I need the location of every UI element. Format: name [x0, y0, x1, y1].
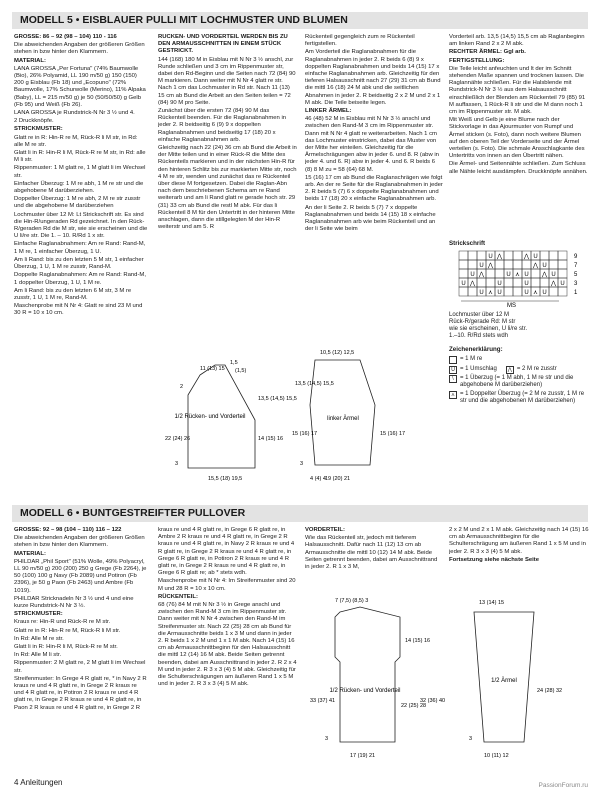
legend-title: Zeichenerklärung: [449, 346, 503, 353]
modell6-column-2 [158, 527, 298, 772]
section-heading: STRICKMUSTER: [14, 126, 63, 133]
chart-symbol: U [533, 254, 538, 260]
chart-cell [477, 278, 486, 287]
modell6-body-schematic [305, 592, 445, 772]
chart-row-9: 9 [574, 254, 578, 260]
sleeve-outline [474, 612, 534, 742]
dim-sleeve-bottom: 19 (20) 21 [325, 476, 351, 482]
chart-symbol: ⋀ [479, 272, 484, 278]
paragraph: Glatt li in R: Hin-R li M, Rück-R re M str. [14, 644, 118, 651]
chart-symbol: ⋀ [488, 263, 493, 269]
chart-cell [531, 269, 540, 278]
knitting-chart-area [449, 240, 589, 500]
chart-symbol: ⋀ [524, 254, 529, 260]
dim-raglan: 13,5 (14,5) 15,5 [258, 396, 297, 402]
chart-cell [459, 251, 468, 260]
chart-cell [531, 278, 540, 287]
chart-symbol: U [542, 263, 547, 269]
chart-cell [549, 251, 558, 260]
chart-symbol: ⋏ [515, 272, 520, 278]
section-heading: RÜCKEN- UND VORDERTEIL WERDEN BIS ZU DEN ARMAUSSCHNITTEN IN EINEM STÜCK GESTRICKT. [158, 34, 288, 55]
legend-symbol: \ [449, 375, 457, 383]
body-label: 1/2 Rücken- und Vorderteil [329, 688, 401, 694]
chart-symbol: U [479, 290, 484, 296]
dim-bottom: 17 (19) 21 [350, 753, 376, 759]
section-heading: RECHTER ÄRMEL: Ggl arb. [449, 49, 526, 56]
paragraph: Streifenmuster: In Grege 4 R glatt re, * in Navy 2 R kraus re und 4 R glatt re, in Grege 2 R kraus re und 4 R glatt re, in Potiron 2 R kraus re und 4 R glatt re, in Grege 2 R kraus re und 4 R glatt re, in Paon 2 R kraus re und 4 R glatt re, in Grege 2 R [14, 675, 147, 711]
legend-text: = 1 Umschlag [460, 365, 497, 372]
modell5-schematic [160, 340, 446, 490]
page-number: 4 [14, 778, 19, 787]
dim-sleeve-height: 15 (16) 17 [292, 431, 318, 437]
paragraph: Rückenteil gegengleich zum re Rückenteil fertigstellen. [305, 34, 415, 48]
chart-cell [468, 287, 477, 296]
chart-cell [558, 251, 567, 260]
chart-symbol: ⋏ [533, 290, 538, 296]
chart-symbol: U [497, 281, 502, 287]
dim-sleeve-height-2: 15 (16) 17 [380, 431, 406, 437]
chart-cell [504, 287, 513, 296]
chart-ms-label: MS [507, 303, 516, 309]
sleeve-label: 1/2 Ärmel [491, 678, 517, 684]
modell5-column-4 [449, 34, 589, 234]
dim-sleeve-side: 4 (4) 4 [310, 476, 326, 482]
dim-sleeve-top: 10,5 (12) 12,5 [320, 350, 355, 356]
paragraph: Doppelter Überzug: 1 M re abh, 2 M re str zusstr und die abgehobene M darüberziehen [14, 196, 141, 210]
section-heading: FERTIGSTELLUNG: [449, 57, 505, 64]
chart-cell [504, 278, 513, 287]
dim-side-height: 14 (15) 16 [258, 436, 284, 442]
dim-top-3: (1,5) [235, 368, 247, 374]
dim-sleeve-raglan: 13,5 (14,5) 15,5 [295, 381, 334, 387]
chart-symbol: U [470, 272, 475, 278]
chart-cell [540, 278, 549, 287]
chart-row-1: 1 [574, 290, 578, 296]
chart-cell [513, 278, 522, 287]
chart-grid [459, 251, 567, 296]
paragraph: Lochmuster über 12 M: Lt Strickschrift str. Es sind die Hin-R/ungeraden Rd gezeichnet. In den Rück-R/geraden Rd die M str, wie sie erscheinen und die U li/re str. Die 1. – 10. R/Rd 1 x str. [14, 211, 148, 240]
paragraph: Glatt li in R: Hin-R li M, Rück-R re M str, in Rd: alle M li str. [14, 150, 146, 164]
dim-body-height: 22 (24) 26 [165, 436, 191, 442]
section-heading: GRÖSSE: 92 – 98 (104 – 110) 116 – 122 [14, 527, 122, 533]
dim-sleeve-bottom: 10 (11) 12 [484, 753, 509, 759]
chart-symbol: U [497, 290, 502, 296]
modell6-sleeve-schematic [449, 592, 589, 772]
chart-symbol: U [560, 281, 565, 287]
legend-symbol: ⋏ [449, 391, 457, 399]
paragraph: 2 Druckknöpfe. [14, 118, 54, 125]
paragraph: Kraus re: Hin-R und Rück-R re M str. [14, 619, 111, 626]
paragraph: Einfache Raglanabnahmen: Am re Rand: Rand-M, 1 M re, 1 einfacher Überzug, 1 U. [14, 241, 146, 255]
chart-symbol: U [479, 263, 484, 269]
dim-sleeve-rib: 3 [469, 736, 473, 742]
paragraph: An der li Seite 2. R beids 5 (7) 7 x doppelte Raglanabnahmen und beids 14 (15) 18 x einfache Raglanabnahmen arb wie beim Rückenteil und an der li Seite wie beim [305, 204, 436, 233]
dim-h2: 22 (25) 28 [401, 703, 427, 709]
chart-symbol: U [551, 272, 556, 278]
chart-cell [459, 287, 468, 296]
section-heading: MATERIAL: [14, 550, 46, 557]
paragraph: Gleichzeitig nach 22 (24) 36 cm ab Bund die Arbeit in der Mitte teilen und in einer Rück-R die Mitte des Rückenteils markieren und in der nächsten Hin-R für den hinteren Schlitz bis zur markierten Mitte str, noch 4 M re str, wenden und zunächst das re Rückenteil über diese M fortgesetzen. Dabei die Raglan-Abn nach dem beschriebenen Schema am re Rand weiterarb und am li Rand glatt re gerade hoch str. 29 (31) 33 cm ab Bund die restl M abk. Für das li Rückenteil 8 M für den Untertritt in der hinteren Mitte anschlagen, dann die stillgelegten M der Hin-R weiterstr und am 5. R [158, 145, 297, 231]
body-piece-label: 1/2 Rücken- und Vorderteil [174, 414, 246, 420]
chart-cell [504, 260, 513, 269]
paragraph: Die Ärmel- und Seitennähte schließen. Zum Schluss alle Nähte leicht ausdämpfen. Druckknöpfe annähen. [449, 161, 588, 175]
paragraph: 15 (16) 17 cm ab Bund die Raglanschrägen wie folgt arb. An der re Seite für die Raglanabnahmen in jeder 2. R beids 5 (7) 6 x doppelte Raglanabnahmen und beids 17 (18) 20 x einfache Raglanabnahmen arb. [305, 174, 443, 203]
chart-cell [522, 260, 531, 269]
chart-symbol: ⋀ [533, 263, 538, 269]
chart-symbol: U [461, 281, 466, 287]
modell6-column-4 [449, 527, 589, 587]
dim-top: 7 (7,5) (8,5) 3 [335, 598, 369, 604]
chart-cell [495, 269, 504, 278]
paragraph: Wie das Rückenteil str, jedoch mit tieferem Halsausschnitt. Dafür nach 11 (12) 13 cm ab Armausschnitte die mittl 10 (12) 14 M abk. Beide Seiten getrennt beenden, dabei am Ausschnittrand in jeder 2. R 1 x 3 M, [305, 535, 438, 571]
legend-list [449, 356, 589, 405]
section-heading: LINKER ÄRMEL: [305, 108, 352, 115]
chart-cell [459, 260, 468, 269]
chart-cell [486, 278, 495, 287]
chart-cell [495, 260, 504, 269]
chart-symbol: U [524, 290, 529, 296]
chart-cell [513, 260, 522, 269]
legend-text: = 1 Doppelter Überzug (= 2 M re zusstr, 1 M re str und die abgehobenen M darüberziehen) [460, 390, 585, 404]
chart-title: Strickschrift [449, 240, 486, 247]
dim-h3: 32 (36) 40 [420, 698, 445, 704]
chart-symbol: U [524, 272, 529, 278]
paragraph: Maschenprobe mit N Nr 4: Glatt re sind 23 M und 30 R = 10 x 10 cm. [14, 303, 143, 317]
paragraph: Die abweichenden Angaben der größeren Größen stehen in bzw hinter den Klammern. [14, 535, 145, 549]
chart-cell [558, 269, 567, 278]
chart-row-7: 7 [574, 263, 578, 269]
paragraph: Am li Rand: bis zu den letzten 6 M str, 3 M re zusstr, 1 U, 1 M re, Rand-M. [14, 287, 132, 301]
paragraph: Rippenmuster: 1 M glatt re, 1 M glatt li im Wechsel str. [14, 165, 146, 179]
legend-symbol [449, 356, 457, 364]
sleeve-piece-label: linker Ärmel [327, 416, 359, 422]
dim-sleeve-height: 24 (28) 32 [537, 688, 563, 694]
section-heading: VORDERTEIL: [305, 527, 345, 533]
legend-text: = 1 M re [460, 356, 483, 362]
modell5-column-1 [14, 34, 148, 424]
paragraph: Vorderteil arb. 13,5 (14,5) 15,5 cm ab Raglanbeginn am linken Rand 2 x 2 M abk. [449, 34, 585, 48]
chart-row-3: 3 [574, 281, 578, 287]
paragraph: Am Vorderteil die Raglanabnahmen für die Raglanabnahmen in jeder 2. R beids 6 (8) 9 x doppelten Raglanabnahmen und beids 14 (15) 17 x einfache Raglanabnahmen arb. Gleichzeitig für den tieferen Halsausschnitt nach 27 (29) 31 cm ab Bund die mittl 16 (18) 24 M abk und die seitlichen Abnahmen in jeder 2. R beidseitig 2 x 2 M und 2 x 1 M abk. Die Teile beiseite legen. [305, 49, 441, 106]
watermark: PassionForum.ru [538, 782, 588, 789]
chart-cell [486, 269, 495, 278]
dim-rib: 3 [175, 461, 179, 467]
knitting-chart-svg [449, 247, 589, 309]
chart-cell [513, 251, 522, 260]
legend-symbol: ⋀ [507, 366, 512, 373]
chart-symbol: U [506, 272, 511, 278]
chart-symbol: ⋀ [551, 281, 556, 287]
footer-section: Anleitungen [20, 778, 63, 787]
legend-symbol: U [449, 366, 457, 374]
section-heading: STRICKMUSTER: [14, 611, 63, 618]
modell6-column-1 [14, 527, 148, 772]
paragraph: 68 (76) 84 M mit N Nr 3 ½ in Grege anschl und zwischen den Rand-M 3 cm im Rippenmuster str. Dann weiter mit N Nr 4 zwischen den Rand-M im Streifenmuster str. Nach 22 (25) 28 cm ab Bund für die Armausschnitte beids 1 x 3 M und dann in jeder 2. R beids 1 x 2 M und 1 x 1 M abk. Nach 14 (15) 16 cm ab Armausschnittbeginn für den Halsausschnitt die mittl 12 (14) 16 M abk. Beide Seiten getrennt beenden, dabei am Ausschnittrand in jeder 2. R 2 x 4 M und in jeder 2. R 3 x 3 (4) 5 M abk. Gleichzeitig für die Schulterschrägungen am äußeren Rand 1 x 5 M und in jeder 2. R 3 x 3 (4) 5 M abk. [158, 602, 297, 688]
paragraph: In Rd: Alle M re str. [14, 635, 64, 642]
paragraph: Glatt re in R: Hin-R re M, Rück-R li M str. [14, 627, 121, 634]
chart-cell [549, 287, 558, 296]
dim-side-width: 2 [180, 384, 184, 390]
section-heading: Fortsetzung siehe nächste Seite [449, 556, 540, 563]
paragraph: Die Teile leicht anfeuchten und lt der im Schnitt stehenden Maße spannen und trocknen lassen. Die Raglannähte schließen. Für die Halsblende mit Rundstrick-N Nr 3 ½ aus dem Halsausschnitt einschließlich der Blenden am Rückenteil 79 (85) 91 M auffassen, 1 Rück-R li str und die M dann noch 1 cm im Rippenmuster str. M abk. [449, 65, 586, 116]
dim-bottom-width: 15,5 (18) 19,5 [208, 476, 243, 482]
section-heading: GRÖSSE: 86 – 92 (98 – 104) 110 - 116 [14, 34, 117, 40]
paragraph: Einfacher Überzug: 1 M re abh, 1 M re str und die abgehobene M darüberziehen. [14, 180, 144, 195]
modell5-column-3 [305, 34, 443, 370]
paragraph: LANA GROSSA „Per Fortuna" (74% Baumwolle (Bio), 26% Polyamid, LL 190 m/50 g) 150 (150) 200 g Eisblau (Fb 18) und „Ecopuno" (72% Baumwolle, 17% Schurwolle (Merino), 11% Alpaka (Baby), LL = 215 m/50 g) je 50 (50/50/50) g Gelb (Fb 95) und Weiß (Fb 26). [14, 65, 146, 108]
chart-symbol: U [524, 281, 529, 287]
dim-top-2: 1,5 [230, 360, 238, 366]
paragraph: Maschenprobe mit N Nr 4: Im Streifenmuster sind 20 M und 28 R = 10 x 10 cm. [158, 578, 296, 592]
chart-caption: Lochmuster über 12 M [449, 312, 510, 318]
chart-cell [468, 251, 477, 260]
chart-cell [558, 287, 567, 296]
paragraph: Mit Weiß und Gelb je eine Blume nach der Stickvorlage in das Ajourmuster von Rumpf und Ärmel sticken (s. Foto), dann noch weitere Blumen auf den oberen Teil der Vorderseite und der Ärmel verteilen (s. Foto). Die schmale Ansschlagkante des Untertritts von innen an den Übertritt nähen. [449, 117, 585, 160]
legend-text: = 2 M re zusstr [516, 365, 557, 372]
chart-symbol: U [542, 290, 547, 296]
paragraph: In Rd: Alle M li str. [14, 652, 62, 659]
chart-cell [468, 260, 477, 269]
section-heading: RÜCKENTEIL: [158, 593, 198, 600]
paragraph: kraus re und 4 R glatt re, in Grege 6 R glatt re, in Ambre 2 R kraus re und 4 R glatt re, in Grege 2 R kraus re und 4 R glatt re, in Navy 2 R kraus re und 4 R glatt re, in Grege 2 R kraus re und 4 R glatt re, in Grege 6 R glatt re, in Potiron 2 R kraus re und 4 R glatt re, in Grege 2 R kraus re und 4 R glatt re, in Grege 6 R glatt re; ab * stets wdh. [158, 527, 295, 577]
paragraph: Rippenmuster: 2 M glatt re, 2 M glatt li im Wechsel str. [14, 660, 146, 674]
section-header-modell-6: MODELL 6 • BUNTGESTREIFTER PULLOVER [12, 505, 588, 522]
paragraph: PHILDAR Stricknadeln Nr 3 ½ und 4 und eine kurze Rundstrick-N Nr 3 ½. [14, 595, 134, 610]
paragraph: PHILDAR „Phil Sport" (51% Wolle, 49% Polyacryl, LL 90 m/50 g) 200 (200) 250 g Grege (Fb 2264), je 50 (100) 100 g Navy (Fb 2089) und Potiron (Fb 2396), je 50 g Paon (Fb 2463) und Ambre (Fb 1019). [14, 558, 147, 594]
section-header-modell-5: MODELL 5 • EISBLAUER PULLI MIT LOCHMUSTER UND BLUMEN [12, 12, 588, 29]
body-outline [335, 607, 400, 742]
chart-cell [549, 260, 558, 269]
dim-sleeve-top: 13 (14) 15 [479, 600, 505, 606]
paragraph: Doppelte Raglanabnahmen: Am re Rand: Rand-M, 1 doppelter Überzug, 1 U, 1 M re. [14, 272, 146, 286]
dim-side: 14 (15) 16 [405, 638, 431, 644]
chart-symbol: ⋀ [470, 281, 475, 287]
section-heading: MATERIAL: [14, 57, 46, 64]
dim-sleeve-rib: 3 [300, 461, 304, 467]
chart-cell [504, 251, 513, 260]
paragraph: LANA GROSSA je Rundstrick-N Nr 3 ½ und 4. [14, 110, 135, 117]
paragraph: 144 (168) 180 M in Eisblau mit N Nr 3 ½ anschl, zur Runde schließen und 3 cm im Rippenmuster str, dabei den Rd-Beginn und die Seiten nach 72 (84) 90 M markieren. Dann weiter mit N Nr 4 glatt re str. Nach 1 cm das Lochmuster in Rd str. Nach 11 (13) 15 cm ab Bund die Arbeit an den Seiten teilen = 72 (84) 90 M pro Seite. [158, 56, 296, 106]
chart-cell [558, 260, 567, 269]
chart-caption-3: wie sie erscheinen, U li/re str. [449, 326, 528, 332]
chart-caption-2: Rück-R/gerade Rd: M str [449, 319, 516, 325]
dim-top: 11 (13) 15 [200, 366, 225, 372]
legend-item [449, 375, 589, 389]
paragraph: Die abweichenden Angaben der größeren Größen stehen in bzw hinter den Klammern. [14, 42, 145, 56]
page-footer [14, 778, 63, 787]
paragraph: Am li Rand: bis zu den letzten 5 M str, 1 einfacher Überzug, 1 U, 1 M re zusstr, Rand-M. [14, 256, 144, 271]
paragraph: 46 (48) 52 M in Eisblau mit N Nr 3 ½ anschl und zwischen den Rand-M 3 cm im Rippenmuster str. Dann mit N Nr 4 glatt re weiterarbeiten. Nach 1 cm das Lochmuster einstricken, dabei das Muster von der Mitte her einteilen. Gleichzeitig für die Ärmelschrägungen abw in jeder 6. und 8. R (abw in jeder 4. und 6. R) abw in jeder 4. und 6. R beids 6 (8) 8 M zu = 58 (64) 68 M. [305, 116, 439, 173]
paragraph: Zunächst über die ersten 72 (84) 90 M das Rückenteil beenden. Für die Raglanabnahmen in jeder 2. R beidseitig 6 (9) 9 x doppelten Raglanabnahmen und beidseitig 17 (18) 20 x einfache Raglanabnahmen arb. [158, 108, 287, 143]
dim-h1: 33 (37) 41 [310, 698, 336, 704]
chart-cell [513, 287, 522, 296]
legend-item [449, 391, 589, 405]
chart-symbol: ⋀ [542, 272, 547, 278]
paragraph: 2 x 2 M und 2 x 1 M abk. Gleichzeitig nach 14 (15) 16 cm ab Armausschnittbeginn für die Schulterschrägung am äußeren Rand 1 x 5 M und in jeder 2. R 3 x 3 (4) 5 M abk. [449, 527, 589, 555]
legend-item [449, 366, 589, 374]
modell5-column-2 [158, 34, 298, 384]
paragraph: Glatt re in R: Hin-R re M, Rück-R li M str, in Rd: alle M re str. [14, 134, 138, 148]
chart-symbol: U [488, 254, 493, 260]
chart-cell [477, 251, 486, 260]
chart-cell [540, 251, 549, 260]
chart-caption-4: 1.–10. R/Rd stets wdh [449, 333, 509, 339]
chart-symbol: ⋀ [497, 254, 502, 260]
sleeve-piece-outline [310, 360, 375, 465]
legend-text: = 1 Überzug (= 1 M abh, 1 M re str und die abgehobene M darüberziehen) [460, 375, 574, 388]
chart-cell [459, 269, 468, 278]
chart-row-5: 5 [574, 272, 578, 278]
legend-item [449, 356, 589, 364]
dim-rib: 3 [325, 736, 329, 742]
modell6-column-3 [305, 527, 443, 587]
chart-symbol: ⋏ [488, 290, 493, 296]
